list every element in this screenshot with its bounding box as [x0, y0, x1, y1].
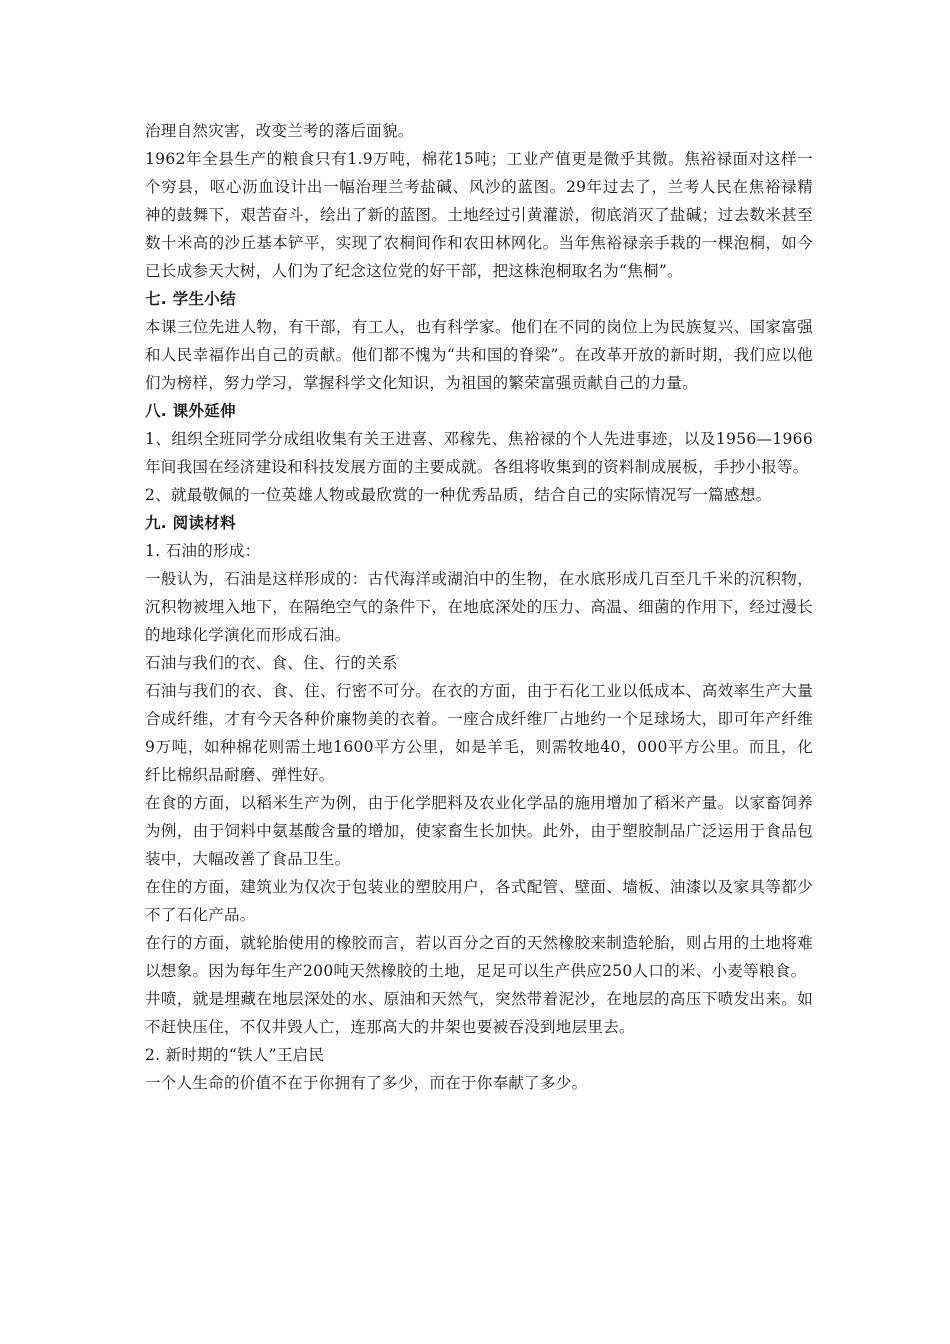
subheading-oil-daily-life: 石油与我们的衣、食、住、行的关系: [145, 654, 398, 672]
heading-reading-material: 九. 阅读材料: [145, 514, 236, 532]
paragraph-life-value: 一个人生命的价值不在于你拥有了多少，而在于你奉献了多少。: [145, 1074, 588, 1092]
heading-student-summary: 七. 学生小结: [145, 290, 236, 308]
heading-extension: 八. 课外延伸: [145, 402, 236, 420]
paragraph-oil-transport: 在行的方面，就轮胎使用的橡胶而言，若以百分之百的天然橡胶来制造轮胎，则占用的土地将难以想象。因为每年生产200吨天然橡胶的土地，足足可以生产供应250人口的米、小麦等粮食。: [145, 934, 813, 980]
subheading-oil-formation: 1. 石油的形成：: [145, 542, 261, 560]
paragraph-jiao-intro: 治理自然灾害，改变兰考的落后面貌。: [145, 122, 414, 140]
subheading-iron-man: 2. 新时期的“铁人”王启民: [145, 1046, 325, 1064]
paragraph-oil-housing: 在住的方面，建筑业为仅次于包装业的塑胶用户，各式配管、壁面、墙板、油漆以及家具等都少不了石化产品。: [145, 878, 813, 924]
paragraph-oil-clothing: 石油与我们的衣、食、住、行密不可分。在衣的方面，由于石化工业以低成本、高效率生产大量合成纤维，才有今天各种价廉物美的衣着。一座合成纤维厂占地约一个足球场大，即可年产纤维9万吨，如种棉花则需土地1600平方公里，如是羊毛，则需牧地40，000平方公里。而且，化纤比棉织品耐磨、弹性好。: [145, 682, 813, 784]
document-page: [145, 117, 813, 1097]
paragraph-extension-1: 1、组织全班同学分成组收集有关王进喜、邓稼先、焦裕禄的个人先进事迹，以及1956—1966年间我国在经济建设和科技发展方面的主要成就。各组将收集到的资料制成展板，手抄小报等。: [145, 430, 813, 476]
paragraph-blowout: 井喷，就是埋藏在地层深处的水、原油和天然气，突然带着泥沙，在地层的高压下喷发出来。如不赶快压住，不仅井毁人亡，连那高大的井架也要被吞没到地层里去。: [145, 990, 813, 1036]
paragraph-oil-formation: 一般认为，石油是这样形成的：古代海洋或湖泊中的生物，在水底形成几百至几千米的沉积物，沉积物被埋入地下，在隔绝空气的条件下，在地底深处的压力、高温、细菌的作用下，经过漫长的地球化学演化而形成石油。: [145, 570, 813, 644]
paragraph-summary: 本课三位先进人物，有干部，有工人，也有科学家。他们在不同的岗位上为民族复兴、国家富强和人民幸福作出自己的贡献。他们都不愧为“共和国的脊梁”。在改革开放的新时期，我们应以他们为榜样，努力学习，掌握科学文化知识，为祖国的繁荣富强贡献自己的力量。: [145, 318, 813, 392]
paragraph-extension-2: 2、就最敬佩的一位英雄人物或最欣赏的一种优秀品质，结合自己的实际情况写一篇感想。: [145, 486, 772, 504]
paragraph-lankao-1962: 1962年全县生产的粮食只有1.9万吨，棉花15吨；工业产值更是微乎其微。焦裕禄面对这样一个穷县，呕心沥血设计出一幅治理兰考盐碱、风沙的蓝图。29年过去了，兰考人民在焦裕禄精神的鼓舞下，艰苦奋斗，绘出了新的蓝图。土地经过引黄灌淤，彻底消灭了盐碱；过去数米甚至数十米高的沙丘基本铲平，实现了农桐间作和农田林网化。当年焦裕禄亲手栽的一棵泡桐，如今已长成参天大树，人们为了纪念这位党的好干部，把这株泡桐取名为“焦桐”。: [145, 150, 813, 280]
paragraph-oil-food: 在食的方面，以稻米生产为例，由于化学肥料及农业化学品的施用增加了稻米产量。以家畜饲养为例，由于饲料中氨基酸含量的增加，使家畜生长加快。此外，由于塑胶制品广泛运用于食品包装中，大幅改善了食品卫生。: [145, 794, 813, 868]
